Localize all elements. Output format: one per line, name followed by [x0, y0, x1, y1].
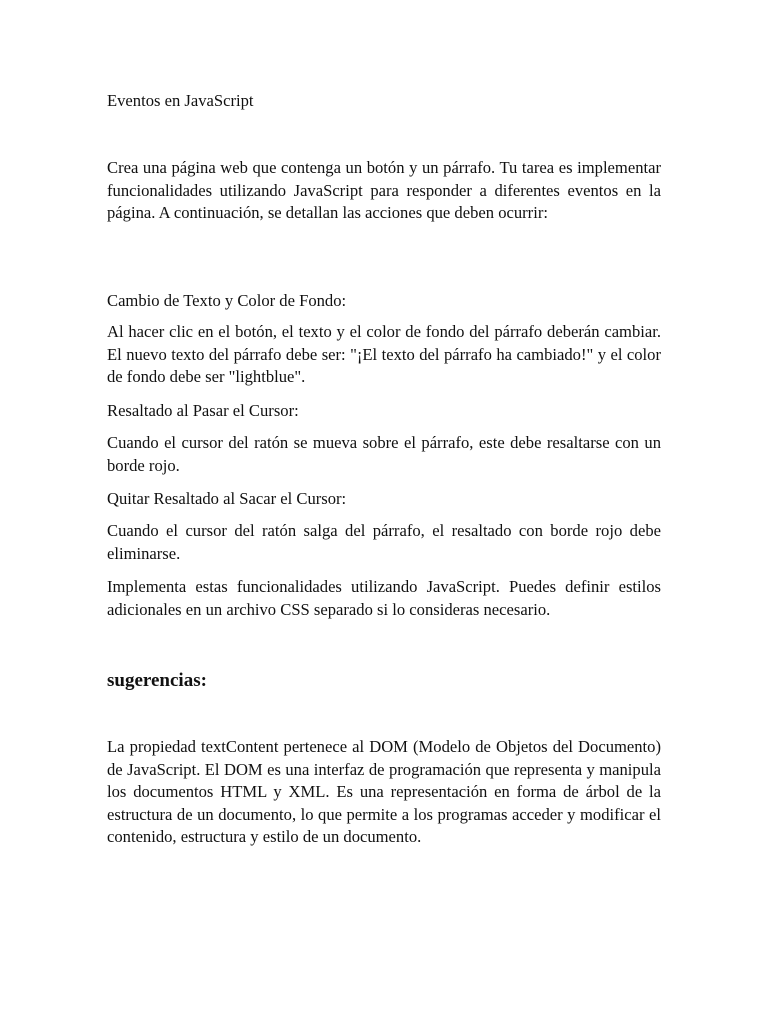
section-body-hover: Cuando el cursor del ratón se mueva sobre el párrafo, este debe resaltarse con un borde rojo.: [107, 433, 661, 475]
section-heading-text-change: Cambio de Texto y Color de Fondo:: [107, 291, 347, 310]
suggestions-heading: sugerencias:: [107, 670, 207, 691]
section-body-mouseout: Cuando el cursor del ratón salga del párrafo, el resaltado con borde rojo debe eliminarse.: [107, 521, 661, 563]
suggestions-paragraph: La propiedad textContent pertenece al DOM (Modelo de Objetos del Documento) de JavaScript. El DOM es una interfaz de programación que representa y manipula los documentos HTML y XML. Es una representación en forma de árbol de la estructura de un documento, lo que permite a los programas acceder y modificar el contenido, estructura y estilo de un documento.: [107, 737, 661, 847]
closing-paragraph: Implementa estas funcionalidades utilizando JavaScript. Puedes definir estilos adicionales en un archivo CSS separado si lo consideras necesario.: [107, 577, 661, 619]
document-title: Eventos en JavaScript: [107, 91, 254, 110]
intro-paragraph: Crea una página web que contenga un botón y un párrafo. Tu tarea es implementar funcionalidades utilizando JavaScript para responder a diferentes eventos en la página. A continuación, se detallan las acciones que deben ocurrir:: [107, 158, 661, 223]
section-heading-mouseout: Quitar Resaltado al Sacar el Cursor:: [107, 489, 347, 508]
section-body-text-change: Al hacer clic en el botón, el texto y el color de fondo del párrafo deberán cambiar. El nuevo texto del párrafo debe ser: "¡El texto del párrafo ha cambiado!" y el color de fondo debe ser "lightblue".: [107, 322, 661, 387]
section-heading-hover: Resaltado al Pasar el Cursor:: [107, 401, 299, 420]
